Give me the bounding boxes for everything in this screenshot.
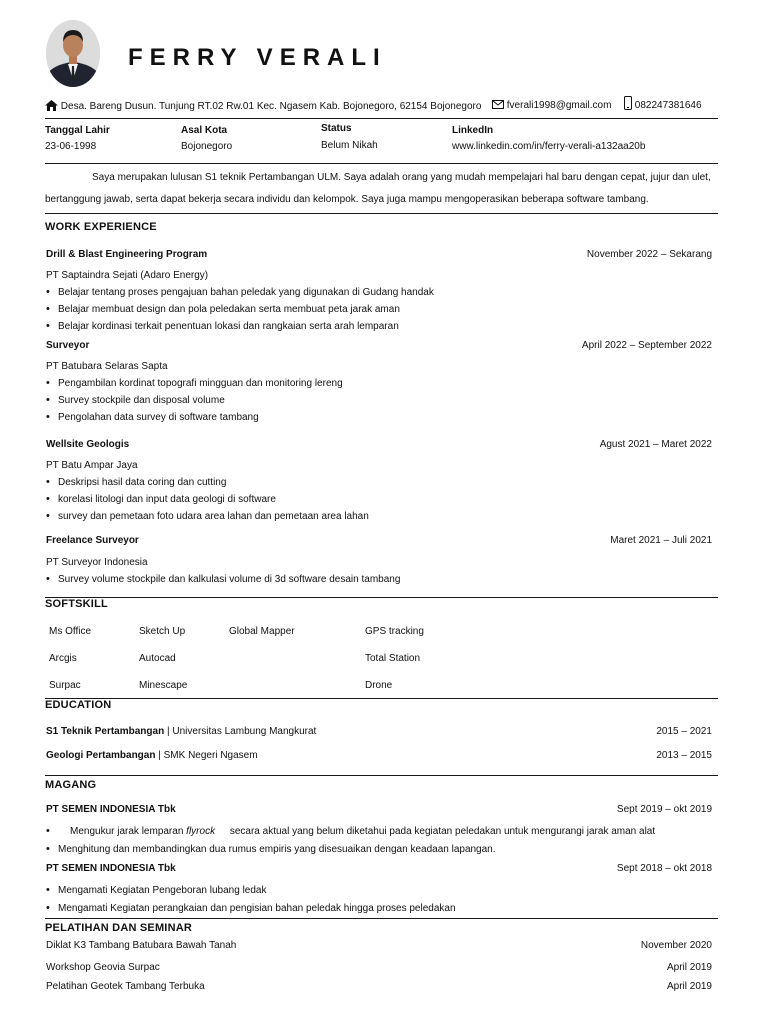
job-period: November 2022 – Sekarang <box>586 249 712 260</box>
section-title-softskill: SOFTSKILL <box>45 598 108 610</box>
linkedin-label: LinkedIn <box>452 125 494 136</box>
person-name: FERRY VERALI <box>128 44 387 71</box>
address-line <box>45 100 481 114</box>
job-period: April 2022 – September 2022 <box>581 340 712 351</box>
list-item: • Mengamati Kegiatan perangkaian dan pengisian bahan peledak hingga proses peledakan <box>46 903 456 914</box>
section-title-magang: MAGANG <box>45 779 97 791</box>
separator: | <box>166 726 173 737</box>
job-period: Agust 2021 – Maret 2022 <box>599 439 712 450</box>
skill-item: Total Station <box>365 653 421 664</box>
birth-label: Tanggal Lahir <box>45 125 110 136</box>
education-item <box>46 726 316 737</box>
divider <box>45 775 718 776</box>
job-company: PT Surveyor Indonesia <box>46 557 148 568</box>
summary-line: Saya merupakan lulusan S1 teknik Pertambangan ULM. Saya adalah orang yang mudah mempelajari hal baru dengan cepat, jujur dan ulet, <box>92 172 711 183</box>
home-icon <box>45 100 58 114</box>
skill-item: Drone <box>365 680 393 691</box>
divider <box>45 118 718 119</box>
internship-period: Sept 2019 – okt 2019 <box>616 804 712 815</box>
skill-item: Sketch Up <box>139 626 186 637</box>
list-item: • Menghitung dan membandingkan dua rumus empiris yang disesuaikan dengan keadaan lapangan. <box>46 844 496 855</box>
skill-item: Arcgis <box>49 653 77 664</box>
city-value: Bojonegoro <box>181 141 233 152</box>
education-period: 2013 – 2015 <box>656 750 712 761</box>
divider <box>45 597 718 598</box>
degree: Geologi Pertambangan <box>46 750 156 761</box>
skill-item: Ms Office <box>49 626 92 637</box>
school: Universitas Lambung Mangkurat <box>172 726 317 737</box>
separator: | <box>158 750 164 761</box>
skill-item: Global Mapper <box>229 626 295 637</box>
job-role: Freelance Surveyor <box>46 535 139 546</box>
birth-value: 23-06-1998 <box>45 141 97 152</box>
address-text: Desa. Bareng Dusun. Tunjung RT.02 Rw.01 Kec. Ngasem Kab. Bojonegoro, 62154 Bojonegoro <box>60 101 482 112</box>
section-title-work: WORK EXPERIENCE <box>45 221 157 233</box>
training-name: Pelatihan Geotek Tambang Terbuka <box>46 981 205 992</box>
list-item: • Pengambilan kordinat topografi mingguan dan monitoring lereng <box>46 378 343 389</box>
envelope-icon <box>492 100 504 112</box>
divider <box>45 918 718 919</box>
job-company: PT Saptaindra Sejati (Adaro Energy) <box>46 270 209 281</box>
mobile-phone-icon <box>624 96 632 113</box>
training-date: November 2020 <box>640 940 712 951</box>
school: SMK Negeri Ngasem <box>163 750 258 761</box>
education-item <box>46 750 258 761</box>
status-label: Status <box>321 123 352 134</box>
list-item: • Survey volume stockpile dan kalkulasi volume di 3d software desain tambang <box>46 574 400 585</box>
training-date: April 2019 <box>666 981 712 992</box>
job-role: Wellsite Geologis <box>46 439 130 450</box>
phone-text: 082247381646 <box>634 100 702 111</box>
job-company: PT Batu Ampar Jaya <box>46 460 138 471</box>
city-label: Asal Kota <box>181 125 228 136</box>
skill-item: Autocad <box>139 653 176 664</box>
list-item: • Belajar membuat design dan pola peledakan serta membuat peta jarak aman <box>46 304 400 315</box>
training-date: April 2019 <box>666 962 712 973</box>
job-company: PT Batubara Selaras Sapta <box>46 361 168 372</box>
list-item: • Belajar tentang proses pengajuan bahan peledak yang digunakan di Gudang handak <box>46 287 434 298</box>
profile-photo <box>46 20 100 87</box>
summary-line: bertanggung jawab, serta dapat bekerja secara individu dan kelompok. Saya juga mampu mengoperasikan beberapa software tambang. <box>45 194 649 205</box>
status-value: Belum Nikah <box>321 140 378 151</box>
section-title-training: PELATIHAN DAN SEMINAR <box>45 922 192 934</box>
email-contact[interactable] <box>492 100 611 112</box>
list-item: • Pengolahan data survey di software tambang <box>46 412 259 423</box>
skill-item: GPS tracking <box>365 626 424 637</box>
job-role: Drill & Blast Engineering Program <box>46 249 208 260</box>
job-role: Surveyor <box>46 340 90 351</box>
list-item: • Mengukur jarak lemparan flyrock secara aktual yang belum diketahui pada kegiatan peledakan untuk mengurangi jarak aman alat <box>46 826 655 837</box>
list-item: • Mengamati Kegiatan Pengeboran lubang ledak <box>46 885 267 896</box>
training-name: Diklat K3 Tambang Batubara Bawah Tanah <box>46 940 237 951</box>
degree: S1 Teknik Pertambangan <box>46 726 165 737</box>
internship-company: PT SEMEN INDONESIA Tbk <box>46 863 176 874</box>
email-text[interactable]: fverali1998@gmail.com <box>506 100 612 111</box>
divider <box>45 698 718 699</box>
section-title-education: EDUCATION <box>45 699 112 711</box>
skill-item: Surpac <box>49 680 81 691</box>
skill-item: Minescape <box>139 680 188 691</box>
internship-period: Sept 2018 – okt 2018 <box>616 863 712 874</box>
list-item: • Belajar kordinasi terkait penentuan lokasi dan rangkaian serta arah lemparan <box>46 321 399 332</box>
divider <box>45 213 718 214</box>
training-name: Workshop Geovia Surpac <box>46 962 160 973</box>
job-period: Maret 2021 – Juli 2021 <box>610 535 712 546</box>
list-item: • survey dan pemetaan foto udara area lahan dan pemetaan area lahan <box>46 511 369 522</box>
list-item: • Deskripsi hasil data coring dan cutting <box>46 477 226 488</box>
education-period: 2015 – 2021 <box>656 726 712 737</box>
divider <box>45 163 718 164</box>
phone-contact <box>624 96 702 113</box>
list-item: • Survey stockpile dan disposal volume <box>46 395 225 406</box>
internship-company: PT SEMEN INDONESIA Tbk <box>46 804 176 815</box>
list-item: • korelasi litologi dan input data geologi di software <box>46 494 276 505</box>
linkedin-link[interactable]: www.linkedin.com/in/ferry-verali-a132aa20b <box>452 141 646 152</box>
